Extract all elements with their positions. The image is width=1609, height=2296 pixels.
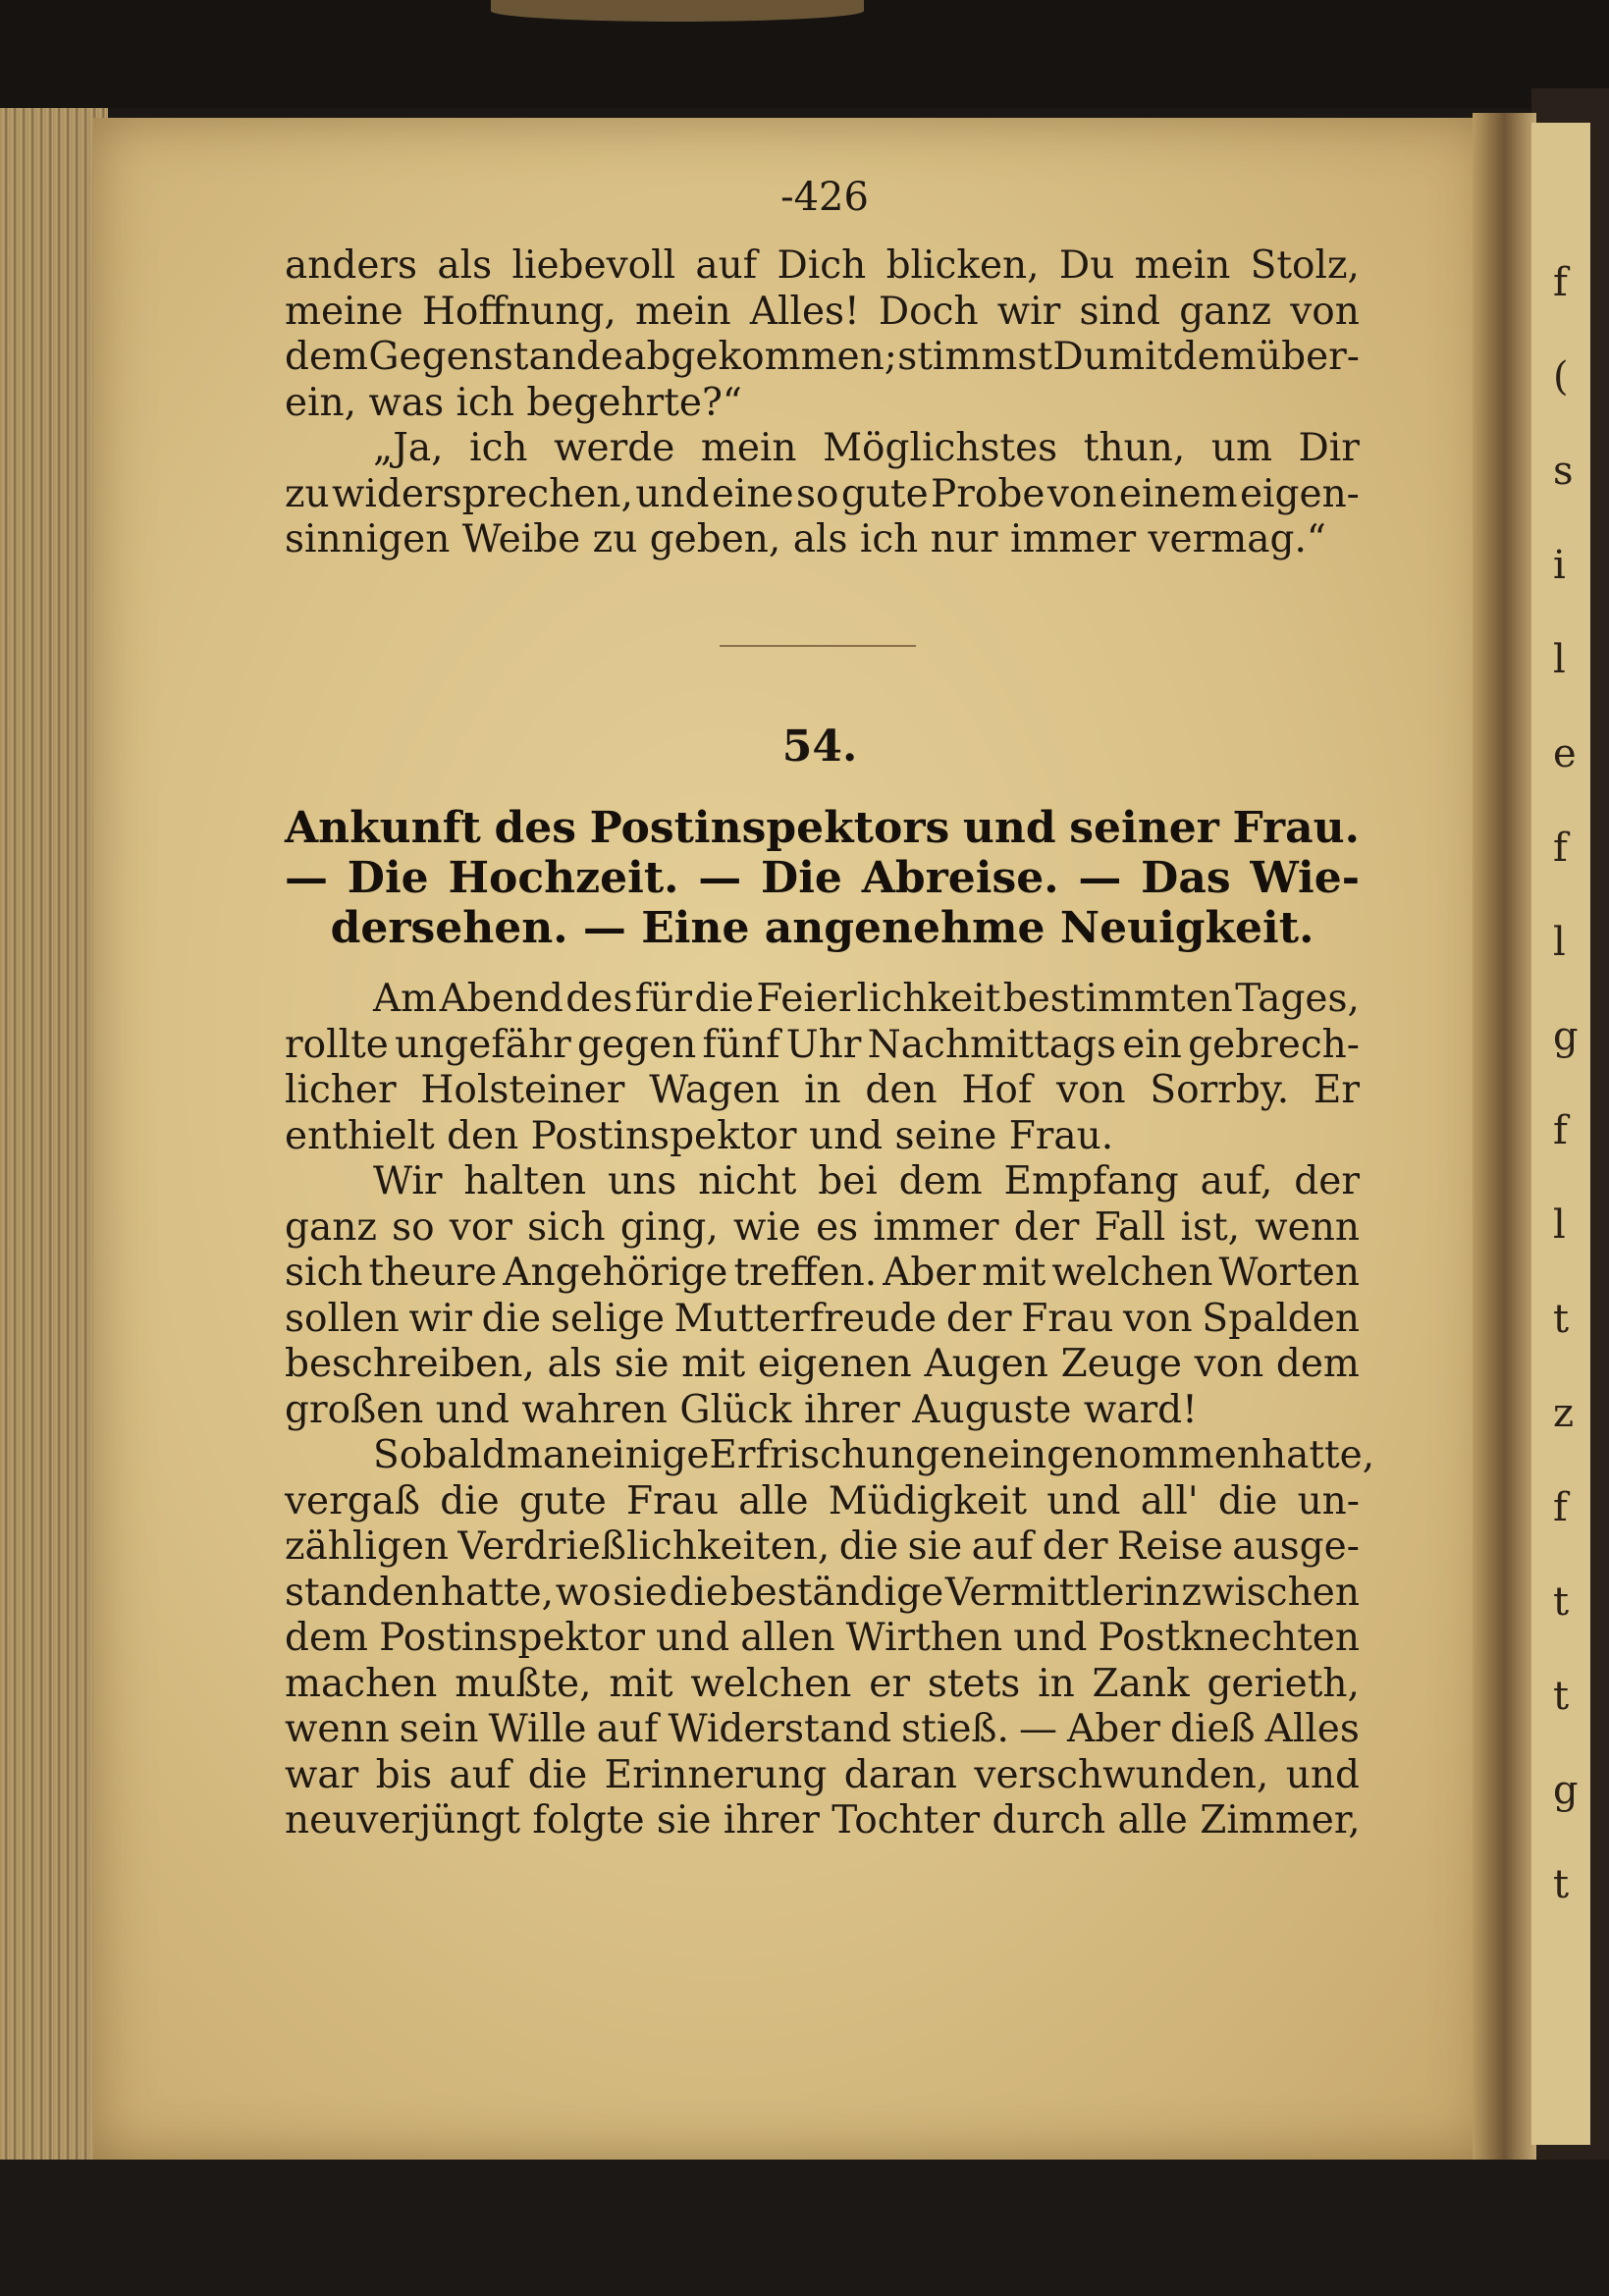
text-line: war bis auf die Erinnerung daran verschwunden, und — [285, 1752, 1360, 1797]
text-line: meine Hoffnung, mein Alles! Doch wir sind ganz von — [285, 289, 1360, 334]
next-page-fragment: g — [1553, 1768, 1579, 1813]
chapter-title-line: dersehen. — Eine angenehme Neuigkeit. — [330, 903, 1314, 953]
text-line: neuverjüngt folgte sie ihrer Tochter durch alle Zimmer, — [285, 1798, 1361, 1842]
text-line: Wir halten uns nicht bei dem Empfang auf, der — [373, 1159, 1360, 1203]
text-line: ganz so vor sich ging, wie es immer der Fall ist, wenn — [285, 1204, 1360, 1250]
text-line: ein, was ich begehrte?“ — [285, 380, 742, 425]
text-line: dem Postinspektor und allen Wirthen und Postknechten — [285, 1616, 1360, 1660]
next-page-fragment: l — [1553, 637, 1566, 682]
book-gutter — [1473, 113, 1536, 2164]
next-page-edge — [1531, 123, 1590, 2145]
page-number: -426 — [780, 175, 869, 220]
text-line: Am Abend des für die Feierlichkeit bestimmten Tages, — [373, 977, 1360, 1021]
text-line: beschreiben, als sie mit eigenen Augen Zeuge von dem — [285, 1342, 1360, 1386]
next-page-fragment: l — [1553, 920, 1566, 965]
text-line: wenn sein Wille auf Widerstand stieß. — Aber dieß Alles — [285, 1707, 1360, 1751]
next-page-fragment: t — [1553, 1674, 1570, 1719]
text-line: „Ja, ich werde mein Möglichstes thun, um Dir — [373, 426, 1360, 470]
backdrop-bottom — [0, 2160, 1609, 2296]
text-line: rollte ungefähr gegen fünf Uhr Nachmittags ein gebrech- — [285, 1022, 1360, 1067]
text-line: enthielt den Postinspektor und seine Frau. — [285, 1113, 1114, 1158]
chapter-title-line: — Die Hochzeit. — Die Abreise. — Das Wie- — [285, 853, 1360, 903]
text-line: standen hatte, wo sie die beständige Vermittlerin zwischen — [285, 1570, 1360, 1615]
text-line: licher Holsteiner Wagen in den Hof von Sorrby. Er — [285, 1068, 1360, 1112]
next-page-fragment: f — [1553, 260, 1568, 305]
next-page-fragment: ( — [1553, 354, 1569, 400]
next-page-fragment: f — [1553, 1108, 1568, 1153]
next-page-fragment: g — [1553, 1014, 1579, 1059]
next-page-fragment: s — [1553, 449, 1574, 494]
top-text-block — [285, 243, 1360, 563]
next-page-fragment: f — [1553, 1485, 1568, 1530]
chapter-title — [285, 803, 1360, 953]
text-line: sich theure Angehörige treffen. Aber mit welchen Worten — [285, 1251, 1360, 1295]
text-line: vergaß die gute Frau alle Müdigkeit und all' die un- — [285, 1478, 1360, 1523]
text-line: Sobald man einige Erfrischungen eingenommen hatte, — [373, 1433, 1375, 1477]
binding-stain — [491, 0, 864, 22]
next-page-fragment: t — [1553, 1862, 1570, 1907]
text-line: sinnigen Weibe zu geben, als ich nur immer vermag.“ — [285, 517, 1326, 561]
backdrop-top — [0, 0, 1609, 108]
body-text-block — [285, 977, 1375, 1844]
page-edges — [0, 108, 108, 2169]
next-page-fragment: l — [1553, 1202, 1566, 1248]
chapter-title-line: Ankunft des Postinspektors und seiner Frau. — [285, 803, 1360, 853]
next-page-fragment: e — [1553, 731, 1577, 776]
text-line: zu widersprechen, und eine so gute Probe von einem eigen- — [285, 471, 1360, 516]
next-page-fragment: t — [1553, 1579, 1570, 1625]
text-line: zähligen Verdrießlichkeiten, die sie auf der Reise ausge- — [285, 1524, 1360, 1569]
next-page-fragment: t — [1553, 1297, 1570, 1342]
next-page-fragment: f — [1553, 826, 1568, 871]
text-line: sollen wir die selige Mutterfreude der Frau von Spalden — [285, 1296, 1360, 1341]
text-line: machen mußte, mit welchen er stets in Zank gerieth, — [285, 1661, 1360, 1706]
section-divider — [720, 645, 916, 647]
next-page-fragment: z — [1553, 1391, 1575, 1436]
next-page-fragment: i — [1553, 543, 1566, 588]
chapter-number: 54. — [781, 721, 858, 772]
text-line: dem Gegenstande abgekommen; stimmst Du mit dem über- — [285, 335, 1360, 379]
text-line: anders als liebevoll auf Dich blicken, Du mein Stolz, — [285, 243, 1360, 288]
text-line: großen und wahren Glück ihrer Auguste ward! — [285, 1387, 1198, 1432]
